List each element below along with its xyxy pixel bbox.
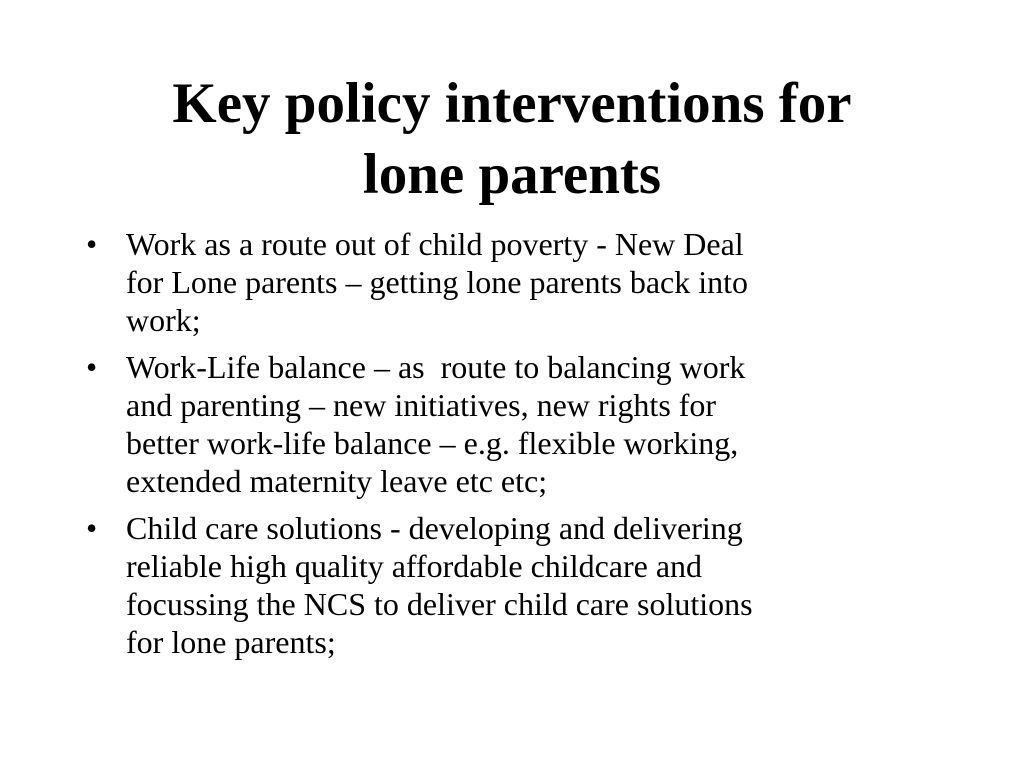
bullet-text-line: for Lone parents – getting lone parents back into <box>126 264 749 300</box>
bullet-text-line: better work-life balance – e.g. flexible working, <box>126 425 739 461</box>
bullet-list <box>84 225 944 670</box>
bullet-text-line: reliable high quality affordable childcare and <box>126 548 703 584</box>
bullet-text-line: focussing the NCS to deliver child care solutions <box>126 586 753 622</box>
slide-title-line: Key policy interventions for <box>172 72 852 135</box>
bullet-item <box>84 509 944 661</box>
bullet-marker: • <box>86 510 98 546</box>
bullet-marker: • <box>86 349 98 385</box>
bullet-text-line: Work-Life balance – as route to balancing work <box>126 349 746 385</box>
bullet-item <box>84 225 944 339</box>
bullet-text-line: Work as a route out of child poverty - New Deal <box>126 226 744 262</box>
slide-title-line: lone parents <box>362 143 662 206</box>
slide-title <box>100 68 924 210</box>
bullet-text-line: work; <box>126 302 201 338</box>
bullet-text-line: extended maternity leave etc etc; <box>126 463 548 499</box>
bullet-text <box>126 225 944 339</box>
bullet-text-line: and parenting – new initiatives, new rights for <box>126 387 717 423</box>
bullet-marker: • <box>86 226 98 262</box>
bullet-text <box>126 509 944 661</box>
bullet-text-line: Child care solutions - developing and delivering <box>126 510 743 546</box>
bullet-text-line: for lone parents; <box>126 624 336 660</box>
bullet-item <box>84 348 944 500</box>
bullet-text <box>126 348 944 500</box>
